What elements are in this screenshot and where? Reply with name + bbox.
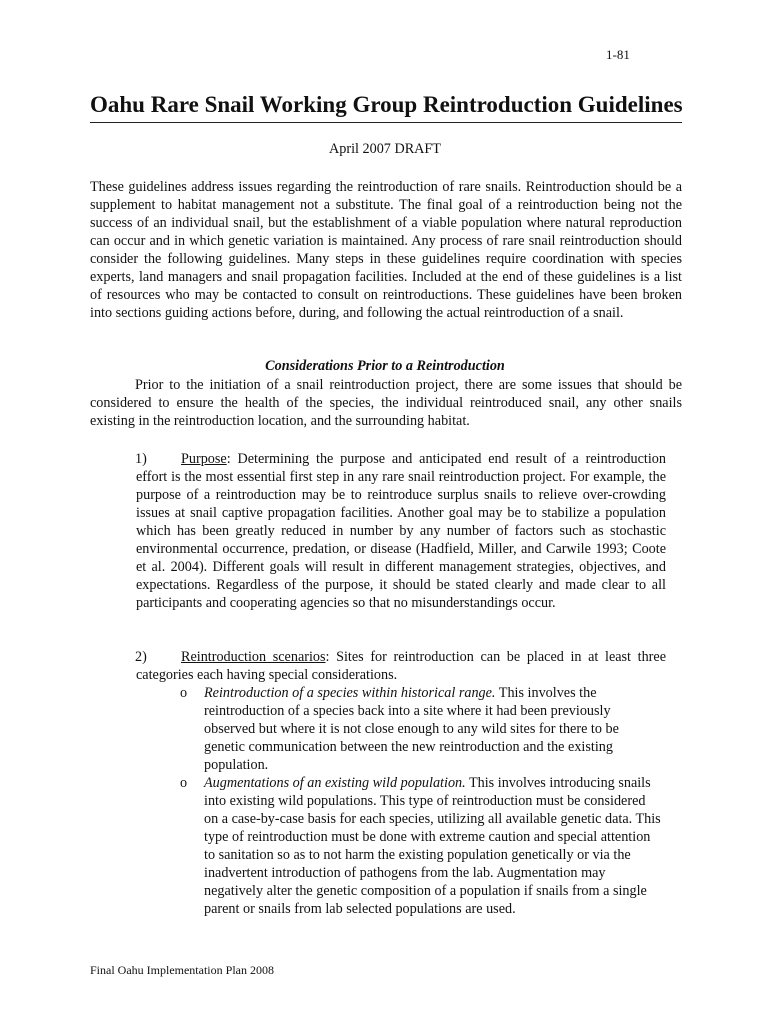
bullet-marker: o xyxy=(180,685,188,701)
item-term: Reintroduction scenarios xyxy=(181,649,326,665)
item-term: Purpose xyxy=(181,451,227,467)
item-text: : Determining the purpose and anticipated end result of a reintroduction effort is the most essential first step in any rare snail reintroduction project. For example, the purpose of a reintroduction may be to reintroduce surplus snails to relieve over-crowding issues at snail captive propagation facilities. Another goal may be to stabilize a population which has been greatly reduced in number by any number of factors such as stochastic environmental occurrence, predation, or disease (Hadfield, Miller, and Carwile 1993; Coote et al. 2004). Different goals will result in different management strategies, objectives, and expectations. Regardless of the purpose, it should be stated clearly and made clear to all participants and cooperating agencies so that no misunderstandings occur. xyxy=(136,451,666,611)
bullet-historical-range xyxy=(180,684,662,774)
page-number: 1-81 xyxy=(606,47,630,62)
page-title: Oahu Rare Snail Working Group Reintroduction Guidelines xyxy=(90,90,682,123)
bullet-title: Augmentations of an existing wild population. xyxy=(204,775,466,791)
item-number: 2) xyxy=(135,649,147,665)
draft-date: April 2007 DRAFT xyxy=(329,141,441,157)
bullet-marker: o xyxy=(180,775,188,791)
item-purpose xyxy=(136,450,666,612)
item-text: : Sites for reintroduction can be placed in at least three categories each having special considerations. xyxy=(136,649,666,683)
section-heading: Considerations Prior to a Reintroduction xyxy=(265,358,505,374)
item-reintroduction-scenarios xyxy=(136,648,666,684)
bullet-title: Reintroduction of a species within historical range. xyxy=(204,685,496,701)
bullet-text: This involves the reintroduction of a species back into a site where it had been previously observed but where it is not close enough to any wild sites for there to be genetic communication between the new reintroduction and the existing population. xyxy=(204,685,619,773)
prior-paragraph: Prior to the initiation of a snail reintroduction project, there are some issues that should be considered to ensure the health of the species, the individual reintroduced snail, any other snails existing in the reintroduction location, and the surrounding habitat. xyxy=(90,377,682,429)
footer: Final Oahu Implementation Plan 2008 xyxy=(90,963,274,977)
intro-paragraph: These guidelines address issues regarding the reintroduction of rare snails. Reintroduction should be a supplement to habitat management not a substitute. The final goal of a reintroduction being not the success of an individual snail, but the establishment of a viable population where natural reproduction can occur and in which genetic variation is maintained. Any process of rare snail reintroduction should consider the following guidelines. Many steps in these guidelines require coordination with species experts, land managers and snail propagation facilities. Included at the end of these guidelines is a list of resources who may be contacted to consult on reintroductions. These guidelines have been broken into sections guiding actions before, during, and following the actual reintroduction of a snail. xyxy=(90,179,682,321)
item-number: 1) xyxy=(135,451,147,467)
bullet-augmentation xyxy=(180,774,662,918)
bullet-text: This involves introducing snails into existing wild populations. This type of reintroduction must be considered on a case-by-case basis for each species, utilizing all available genetic data. This type of reintroduction must be done with extreme caution and special attention to sanitation so as to not harm the existing population genetically or via the inadvertent introduction of pathogens from the lab. Augmentation may negatively alter the genetic composition of a population if snails from a single parent or snails from lab selected populations are used. xyxy=(204,775,661,917)
